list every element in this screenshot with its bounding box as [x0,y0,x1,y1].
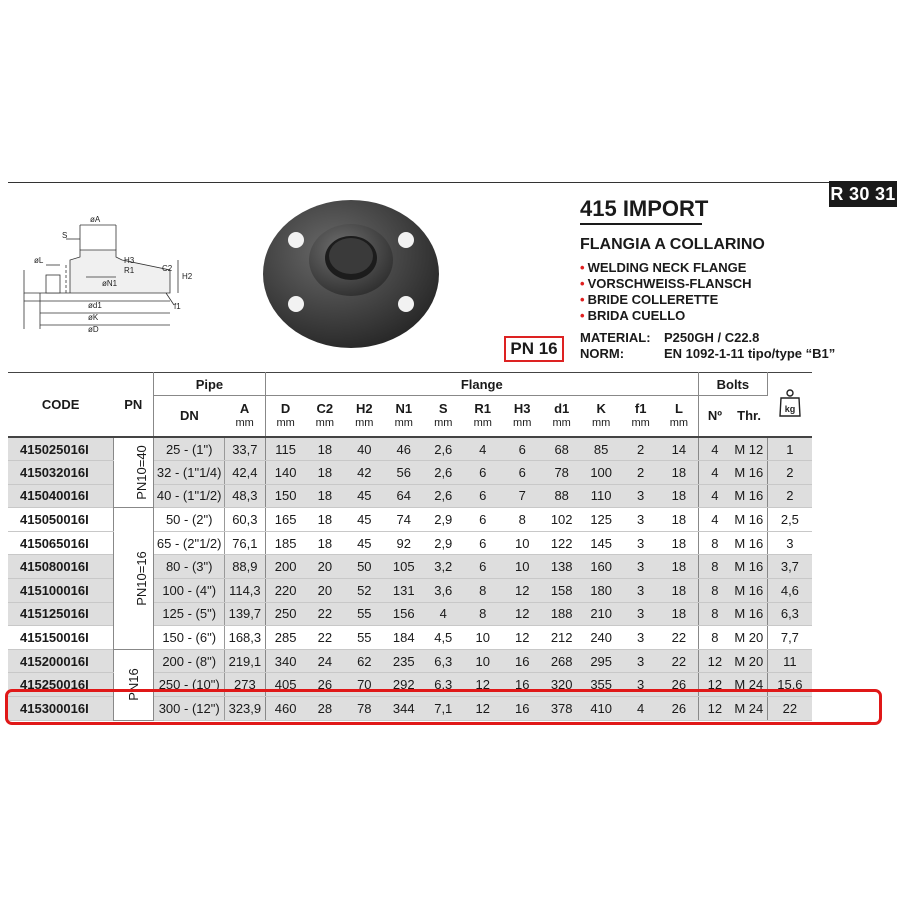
cell-d1: 158 [542,579,580,603]
cell-k: 100 [581,461,621,485]
cell-thr: M 16 [731,602,767,626]
cell-n1: 235 [385,649,423,673]
cell-bolts: 8 [698,579,730,603]
cell-code: 415125016I [8,602,113,626]
cell-thr: M 16 [731,461,767,485]
cell-thr: M 20 [731,649,767,673]
col-d: D mm [265,396,305,438]
cell-thr: M 16 [731,484,767,508]
cell-a: 33,7 [225,437,265,461]
col-bolts-no: Nº [698,396,730,438]
cell-k: 410 [581,697,621,721]
cell-code: 415150016I [8,626,113,650]
cell-r1: 6 [464,555,502,579]
cell-h2: 55 [344,626,384,650]
flange-product-photo [256,192,446,352]
cell-n1: 344 [385,697,423,721]
cell-r1: 6 [464,484,502,508]
cell-f1: 3 [621,531,659,555]
cell-d1: 122 [542,531,580,555]
cell-h3: 16 [502,649,542,673]
name-item: • BRIDA CUELLO [580,308,752,324]
cell-d1: 188 [542,602,580,626]
cell-d1: 378 [542,697,580,721]
product-names-list [580,260,752,324]
cell-s: 3,2 [423,555,463,579]
cell-l: 26 [660,673,699,697]
cell-l: 18 [660,579,699,603]
title-underline [580,223,702,225]
header-rule [8,182,896,183]
cell-bolts: 8 [698,555,730,579]
cell-a: 88,9 [225,555,265,579]
cell-code: 415250016I [8,673,113,697]
cell-bolts: 12 [698,673,730,697]
label-D: øD [88,325,99,334]
norm-value: EN 1092-1-11 tipo/type “B1” [664,346,836,361]
col-l: L mm [669,401,689,429]
cell-kg: 1 [767,437,812,461]
cell-h2: 50 [344,555,384,579]
cell-dn: 25 - (1") [154,437,225,461]
cell-l: 18 [660,508,699,532]
material-value: P250GH / C22.8 [664,330,760,345]
cell-a: 219,1 [225,649,265,673]
cell-h2: 62 [344,649,384,673]
cell-kg: 3 [767,531,812,555]
cell-f1: 3 [621,484,659,508]
cell-n1: 184 [385,626,423,650]
cell-k: 210 [581,602,621,626]
cell-dn: 250 - (10") [154,673,225,697]
cell-l: 18 [660,602,699,626]
cell-d1: 68 [542,437,580,461]
cell-h3: 12 [502,602,542,626]
cell-n1: 131 [385,579,423,603]
col-d1: d1 mm [552,401,571,429]
cell-a: 60,3 [225,508,265,532]
cell-h3: 6 [502,461,542,485]
col-pn: PN [124,397,143,412]
cell-f1: 3 [621,579,659,603]
cell-f1: 3 [621,649,659,673]
cell-a: 168,3 [225,626,265,650]
cell-a: 76,1 [225,531,265,555]
cell-h3: 12 [502,579,542,603]
cell-h2: 45 [344,508,384,532]
cell-code: 415300016I [8,697,113,721]
col-a: A mm [235,401,254,429]
cell-dn: 125 - (5") [154,602,225,626]
product-subtitle: FLANGIA A COLLARINO [580,236,765,253]
cell-s: 6,3 [423,673,463,697]
cell-r1: 6 [464,461,502,485]
label-f1: f1 [174,302,181,311]
label-R1: R1 [124,266,135,275]
col-h3: H3 mm [513,401,532,429]
label-C2: C2 [162,264,173,273]
cell-h3: 10 [502,531,542,555]
cell-n1: 46 [385,437,423,461]
cell-n1: 74 [385,508,423,532]
cell-thr: M 16 [731,531,767,555]
cell-c2: 18 [306,484,344,508]
cell-r1: 12 [464,673,502,697]
cell-d: 340 [265,649,305,673]
cell-code: 415025016I [8,437,113,461]
cell-a: 323,9 [225,697,265,721]
cell-dn: 100 - (4") [154,579,225,603]
cell-a: 42,4 [225,461,265,485]
cell-r1: 6 [464,508,502,532]
cell-d: 220 [265,579,305,603]
cell-pn-group: PN10=40 [113,437,153,508]
cell-c2: 20 [306,555,344,579]
cell-d: 165 [265,508,305,532]
cell-l: 18 [660,484,699,508]
product-title: 415 IMPORT [580,196,709,221]
group-pipe: Pipe [154,373,265,396]
cell-code: 415032016I [8,461,113,485]
col-c2: C2 mm [315,401,334,429]
cell-kg: 6,3 [767,602,812,626]
label-L: øL [34,256,44,265]
cell-bolts: 8 [698,531,730,555]
cell-n1: 292 [385,673,423,697]
cell-s: 2,9 [423,508,463,532]
cell-c2: 20 [306,579,344,603]
cell-r1: 8 [464,579,502,603]
table-row [8,649,812,673]
cell-c2: 28 [306,697,344,721]
col-h2: H2 mm [355,401,374,429]
cell-n1: 56 [385,461,423,485]
cell-d1: 88 [542,484,580,508]
cell-n1: 64 [385,484,423,508]
cell-a: 48,3 [225,484,265,508]
table-row [8,437,812,461]
name-item: • VORSCHWEISS-FLANSCH [580,276,752,292]
cell-code: 415065016I [8,531,113,555]
col-r1: R1 mm [473,401,492,429]
cell-bolts: 4 [698,484,730,508]
col-n1: N1 mm [394,401,413,429]
cell-r1: 4 [464,437,502,461]
cell-bolts: 4 [698,461,730,485]
cell-k: 125 [581,508,621,532]
cell-h3: 7 [502,484,542,508]
cell-k: 110 [581,484,621,508]
cell-d1: 102 [542,508,580,532]
cell-h3: 6 [502,437,542,461]
cell-n1: 156 [385,602,423,626]
cell-k: 180 [581,579,621,603]
page-ref-badge: R 30 31 [829,181,897,207]
cell-kg: 7,7 [767,626,812,650]
cell-d1: 138 [542,555,580,579]
col-code: CODE [41,397,80,412]
cell-d: 115 [265,437,305,461]
cell-c2: 24 [306,649,344,673]
cell-h2: 40 [344,437,384,461]
cell-k: 295 [581,649,621,673]
cell-kg: 22 [767,697,812,721]
cell-dn: 40 - (1"1/2) [154,484,225,508]
cell-thr: M 16 [731,555,767,579]
cell-dn: 300 - (12") [154,697,225,721]
cell-s: 6,3 [423,649,463,673]
cell-dn: 80 - (3") [154,555,225,579]
cell-bolts: 8 [698,626,730,650]
cell-pn-group: PN16 [113,649,153,720]
cell-r1: 10 [464,649,502,673]
cell-h3: 16 [502,673,542,697]
cell-r1: 12 [464,697,502,721]
flange-cross-section-drawing [6,205,216,355]
cell-h2: 55 [344,602,384,626]
cell-code: 415040016I [8,484,113,508]
cell-dn: 65 - (2"1/2) [154,531,225,555]
cell-r1: 6 [464,531,502,555]
label-H2: H2 [182,272,193,281]
cell-bolts: 12 [698,697,730,721]
table-body [8,437,812,720]
group-bolts: Bolts [698,373,767,396]
cell-c2: 26 [306,673,344,697]
cell-l: 22 [660,626,699,650]
cell-h2: 52 [344,579,384,603]
cell-k: 355 [581,673,621,697]
cell-a: 273 [225,673,265,697]
cell-d: 250 [265,602,305,626]
cell-s: 2,6 [423,461,463,485]
cell-k: 240 [581,626,621,650]
cell-f1: 3 [621,555,659,579]
cell-bolts: 8 [698,602,730,626]
group-flange: Flange [265,373,698,396]
cell-l: 22 [660,649,699,673]
kg-icon-label: kg [784,404,796,414]
cell-l: 18 [660,531,699,555]
cell-d: 200 [265,555,305,579]
cell-kg: 4,6 [767,579,812,603]
col-bolts-thr: Thr. [737,408,761,423]
cell-code: 415100016I [8,579,113,603]
cell-c2: 18 [306,508,344,532]
label-A: øA [90,215,101,224]
cell-h2: 45 [344,484,384,508]
cell-s: 2,6 [423,437,463,461]
pn-badge: PN 16 [504,336,564,362]
cell-n1: 92 [385,531,423,555]
cell-f1: 4 [621,697,659,721]
cell-thr: M 24 [731,673,767,697]
cell-r1: 10 [464,626,502,650]
cell-thr: M 16 [731,579,767,603]
col-dn: DN [154,396,225,438]
cell-kg: 2,5 [767,508,812,532]
cell-f1: 3 [621,673,659,697]
cell-a: 114,3 [225,579,265,603]
cell-bolts: 4 [698,508,730,532]
norm-label: NORM: [580,346,625,361]
cell-kg: 3,7 [767,555,812,579]
cell-bolts: 4 [698,437,730,461]
cell-f1: 2 [621,461,659,485]
cell-s: 7,1 [423,697,463,721]
cell-f1: 3 [621,602,659,626]
name-item: • WELDING NECK FLANGE [580,260,752,276]
cell-f1: 3 [621,508,659,532]
col-f1: f1 mm [631,401,650,429]
cell-thr: M 16 [731,508,767,532]
cell-d: 285 [265,626,305,650]
cell-d: 150 [265,484,305,508]
cell-dn: 50 - (2") [154,508,225,532]
table-row [8,508,812,532]
cell-kg: 15,6 [767,673,812,697]
cell-thr: M 20 [731,626,767,650]
cell-l: 26 [660,697,699,721]
cell-d1: 268 [542,649,580,673]
cell-dn: 150 - (6") [154,626,225,650]
cell-l: 18 [660,555,699,579]
cell-k: 85 [581,437,621,461]
cell-d1: 320 [542,673,580,697]
cell-c2: 18 [306,531,344,555]
cell-h2: 70 [344,673,384,697]
cell-thr: M 24 [731,697,767,721]
cell-d: 405 [265,673,305,697]
cell-h2: 78 [344,697,384,721]
cell-thr: M 12 [731,437,767,461]
cell-n1: 105 [385,555,423,579]
weight-icon [778,388,802,418]
cell-h3: 16 [502,697,542,721]
cell-code: 415080016I [8,555,113,579]
col-k: K mm [592,401,611,429]
cell-c2: 18 [306,461,344,485]
cell-dn: 32 - (1"1/4) [154,461,225,485]
cell-h2: 45 [344,531,384,555]
cell-h3: 12 [502,626,542,650]
cell-code: 415200016I [8,649,113,673]
cell-s: 4,5 [423,626,463,650]
cell-h3: 8 [502,508,542,532]
cell-d1: 212 [542,626,580,650]
label-N1: øN1 [102,279,118,288]
cell-kg: 2 [767,484,812,508]
cell-d: 460 [265,697,305,721]
selected-row-highlight [5,689,882,725]
cell-bolts: 12 [698,649,730,673]
cell-kg: 11 [767,649,812,673]
cell-h2: 42 [344,461,384,485]
cell-d1: 78 [542,461,580,485]
cell-h3: 10 [502,555,542,579]
cell-d: 140 [265,461,305,485]
cell-c2: 22 [306,602,344,626]
cell-s: 3,6 [423,579,463,603]
cell-c2: 18 [306,437,344,461]
cell-pn-group: PN10=16 [113,508,153,650]
cell-k: 160 [581,555,621,579]
label-H3: H3 [124,256,135,265]
cell-f1: 2 [621,437,659,461]
label-K: øK [88,313,99,322]
cell-k: 145 [581,531,621,555]
cell-f1: 3 [621,626,659,650]
cell-dn: 200 - (8") [154,649,225,673]
cell-l: 14 [660,437,699,461]
cell-code: 415050016I [8,508,113,532]
label-S: S [62,231,68,240]
col-s: S mm [434,401,453,429]
cell-s: 2,9 [423,531,463,555]
name-item: • BRIDE COLLERETTE [580,292,752,308]
col-weight [767,373,812,438]
cell-d: 185 [265,531,305,555]
cell-s: 2,6 [423,484,463,508]
cell-s: 4 [423,602,463,626]
dimensions-table [8,372,812,721]
material-label: MATERIAL: [580,330,651,345]
cell-a: 139,7 [225,602,265,626]
cell-r1: 8 [464,602,502,626]
label-d1: ød1 [88,301,102,310]
cell-c2: 22 [306,626,344,650]
cell-l: 18 [660,461,699,485]
cell-kg: 2 [767,461,812,485]
